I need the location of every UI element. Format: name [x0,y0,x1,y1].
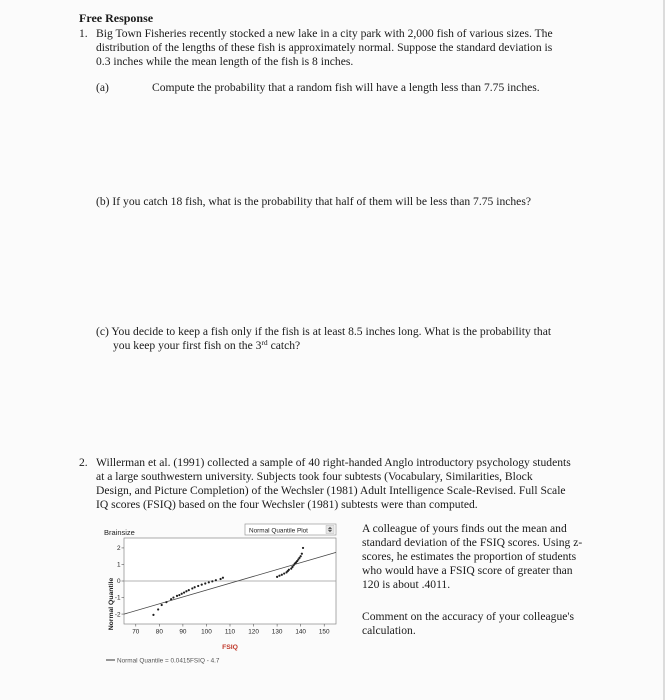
data-point [208,581,210,583]
data-point [211,580,213,582]
y-axis [115,545,124,618]
x-tick-label: 100 [201,628,212,636]
data-point [276,576,278,578]
data-point [152,614,154,616]
side-text-line-1: A colleague of yours finds out the mean and [362,522,567,535]
data-point [194,586,196,588]
question-2-line-3: Design, and Picture Completion) of the Wechsler (1981) Adult Intelligence Scale-Revised. Full Scale [96,484,566,497]
x-axis-label: FSIQ [222,644,238,651]
y-axis-label: Normal Quantile [108,577,115,631]
x-tick-label: 110 [224,628,236,636]
data-point [181,593,183,595]
comment-line-2: calculation. [362,624,416,637]
dropdown-stepper[interactable] [326,526,334,534]
x-tick-label: 130 [271,628,283,636]
y-tick-label: 0 [116,578,121,586]
dropdown-label: Normal Quantile Plot [249,527,308,535]
data-point [191,587,193,589]
data-point [222,577,224,579]
comment-line-1: Comment on the accuracy of your colleague's [362,610,574,623]
question-1-line-3: 0.3 inches while the mean length of the fish is 8 inches. [96,55,354,68]
data-point [188,589,190,591]
part-c-line-2 [113,339,300,353]
question-2-number: 2. [79,456,88,469]
y-tick-label: 1 [116,561,121,569]
x-tick-label: 90 [179,628,187,636]
data-point [185,590,187,592]
data-point [301,553,303,555]
question-1-number: 1. [79,27,88,40]
data-point [215,579,217,581]
y-tick-label: -1 [114,594,121,602]
data-point [157,608,159,610]
question-1-line-2: distribution of the lengths of these fish is approximately normal. Suppose the standard deviation is [96,41,553,54]
part-a-text: Compute the probability that a random fish will have a length less than 7.75 inches. [152,81,540,94]
question-2-line-1: Willerman et al. (1991) collected a sample of 40 right-handed Anglo introductory psychology students [96,456,571,469]
x-tick-label: 80 [155,628,163,636]
x-tick-label: 70 [132,628,140,636]
part-c-line-2-text: you keep your first fish on the 3 [113,339,262,352]
part-c-line-2-end: catch? [267,339,301,352]
data-point [302,547,304,549]
question-2-line-4: IQ scores (FSIQ) based on the four Wechsler (1981) subtests were than computed. [96,498,478,511]
data-point [161,604,163,606]
plot-type-dropdown[interactable] [245,524,336,535]
data-point [165,601,167,603]
y-tick-label: 2 [116,545,121,553]
data-point [283,572,285,574]
x-tick-label: 140 [295,628,307,636]
side-text-line-2: standard deviation of the FSIQ scores. Using z- [362,536,583,549]
question-2-line-2: at a large southwestern university. Subjects took four subtests (Vocabulary, Similarities, Block [96,470,533,483]
data-point [170,598,172,600]
data-point [288,569,290,571]
data-point [281,574,283,576]
data-point [219,578,221,580]
x-tick-label: 120 [248,628,259,636]
side-text-line-5: 120 is about .4011. [362,578,451,591]
data-point [204,582,206,584]
data-point [201,584,203,586]
part-c-line-1: (c) You decide to keep a fish only if the fish is at least 8.5 inches long. What is the probability that [96,325,552,338]
question-1-line-1: Big Town Fisheries recently stocked a new lake in a city park with 2,000 fish of various sizes. The [96,27,553,40]
x-axis [132,624,330,636]
data-point [300,555,302,557]
data-point [197,585,199,587]
side-text-line-3: scores, he estimates the proportion of students [362,550,577,563]
part-a-label: (a) [96,81,109,94]
chart-title: Brainsize [104,528,135,537]
data-point [172,596,174,598]
data-point [176,595,178,597]
part-b-text: (b) If you catch 18 fish, what is the probability that half of them will be less than 7.75 inches? [96,195,531,208]
data-point [278,575,280,577]
data-point [178,594,180,596]
side-text-line-4: who would have a FSIQ score of greater than [362,564,573,577]
y-tick-label: -2 [114,611,121,619]
x-tick-label: 150 [318,628,330,636]
data-point [183,591,185,593]
section-title: Free Response [79,11,154,25]
ordinal-suffix: rd [261,338,268,347]
normal-quantile-plot [102,522,342,670]
legend-equation: Normal Quantile = 0.0415FSIQ - 4.7 [117,657,220,665]
